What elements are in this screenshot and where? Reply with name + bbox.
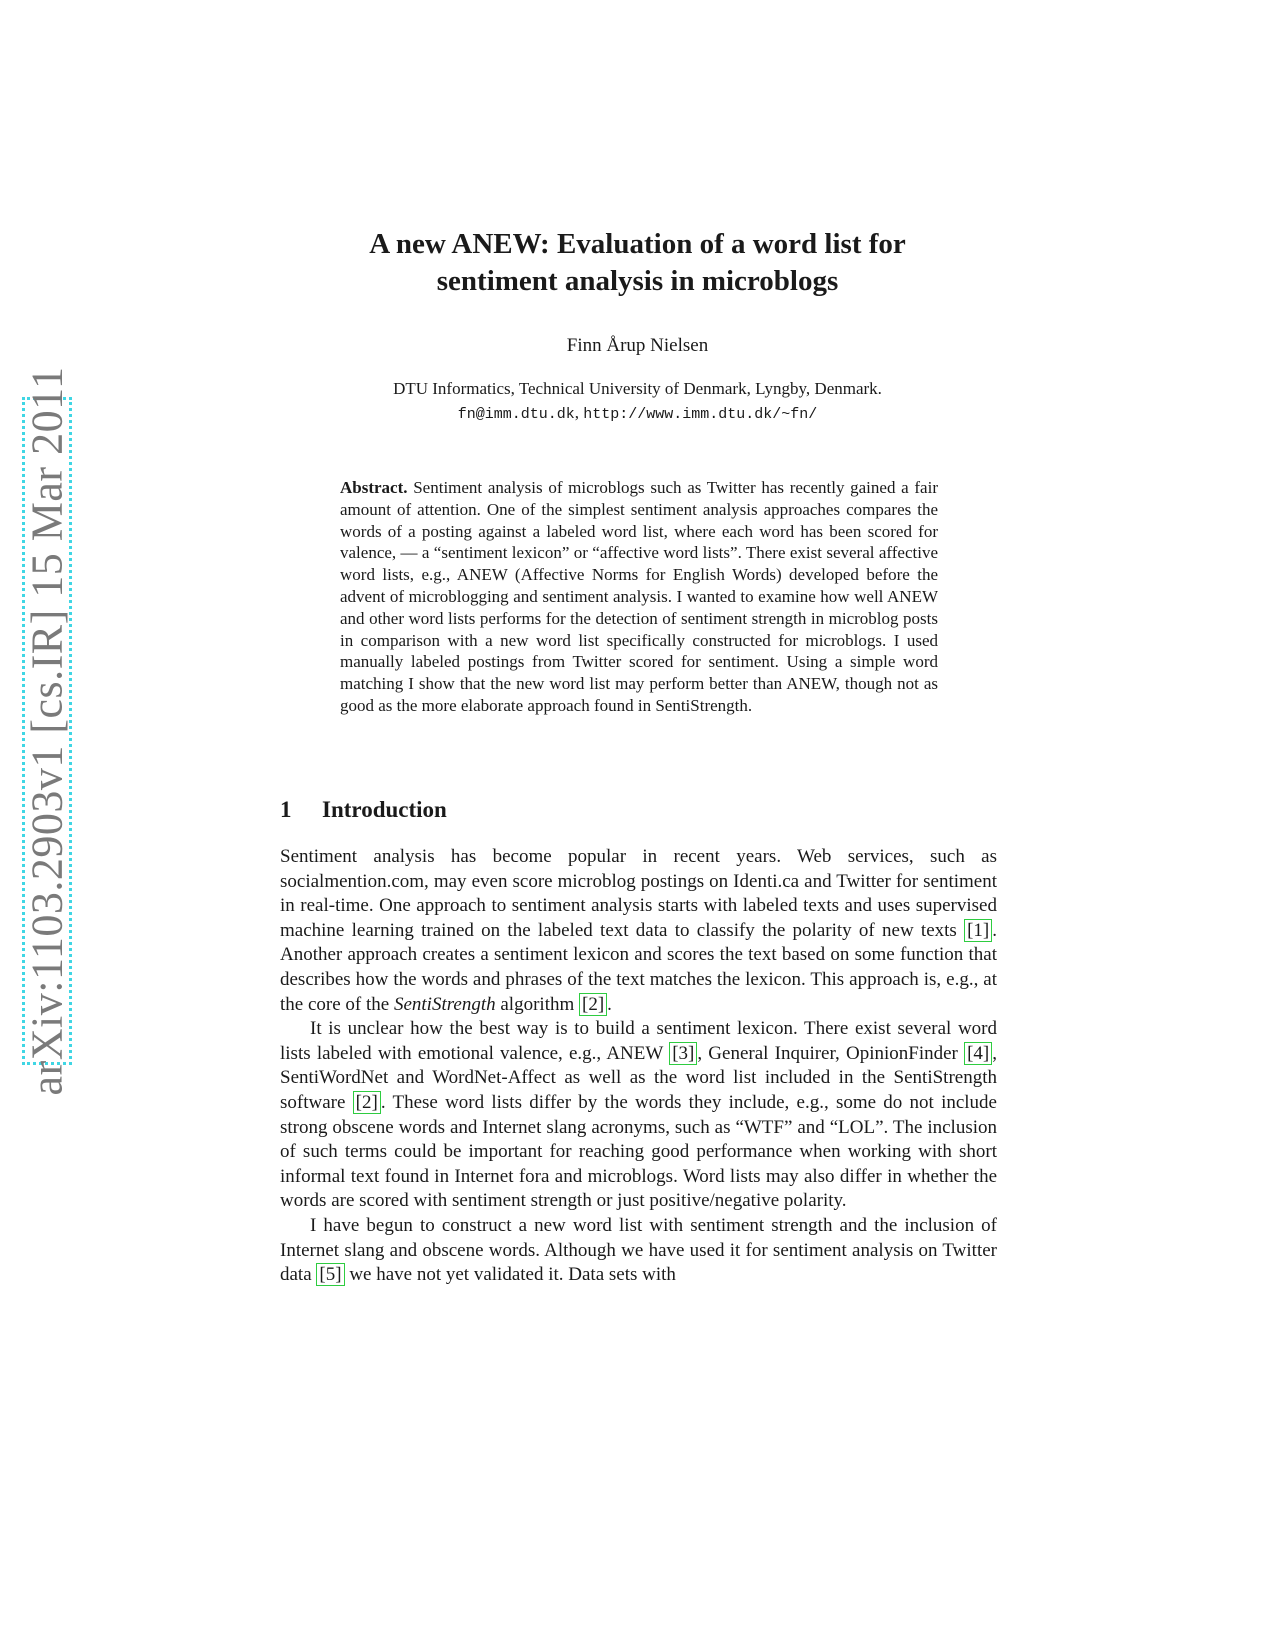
paragraph-3 bbox=[280, 1214, 997, 1288]
section-title: Introduction bbox=[322, 797, 447, 822]
author-name: Finn Årup Nielsen bbox=[566, 335, 709, 356]
citation-link-4[interactable]: [4] bbox=[964, 1042, 992, 1065]
paragraph-2-text-c: , SentiWordNet and WordNet-Affect as well as the word list included in the SentiStrength software bbox=[280, 1042, 997, 1113]
paragraph-3-text-b: we have not yet validated it. Data sets with bbox=[344, 1264, 676, 1286]
abstract bbox=[340, 477, 938, 717]
section-heading-introduction bbox=[280, 797, 447, 823]
citation-link-5[interactable]: [5] bbox=[316, 1263, 344, 1286]
paragraph-1 bbox=[280, 845, 997, 1017]
title-line-1: A new ANEW: Evaluation of a word list for bbox=[369, 228, 906, 260]
paragraph-1-text-b: . Another approach creates a sentiment lexicon and scores the text based on some function that describes how the words and phrases of the text matches the lexicon. This approach is, e.g., at the core of the bbox=[280, 919, 997, 1015]
paragraph-2 bbox=[280, 1017, 997, 1214]
paper-title bbox=[250, 226, 1025, 300]
introduction-body bbox=[280, 845, 997, 1288]
paragraph-3-text-a: I have begun to construct a new word list with sentiment strength and the inclusion of Internet slang and obscene words. Although we have used it for sentiment analysis on Twitter data bbox=[280, 1214, 997, 1286]
affiliation-institution: DTU Informatics, Technical University of Denmark, Lyngby, Denmark. bbox=[393, 379, 882, 398]
section-number: 1 bbox=[280, 797, 292, 822]
citation-link-2b[interactable]: [2] bbox=[353, 1091, 381, 1114]
sentistrength-term: SentiStrength bbox=[393, 993, 496, 1015]
paragraph-1-text-a: Sentiment analysis has become popular in recent years. Web services, such as socialmention.com, may even score microblog postings on Identi.ca and Twitter for sentiment in real-time. One approach to sentiment analysis starts with labeled texts and uses supervised machine learning trained on the labeled text data to classify the polarity of new texts bbox=[280, 846, 997, 941]
abstract-label: Abstract. bbox=[340, 478, 408, 497]
paragraph-2-text-d: . These word lists differ by the words they include, e.g., some do not include strong obscene words and Internet slang acronyms, such as “WTF” and “LOL”. The inclusion of such terms could be important for reaching good performance when working with short informal text found in Internet fora and microblogs. Word lists may also differ in whether the words are scored with sentiment strength or just positive/negative polarity. bbox=[280, 1091, 997, 1212]
paragraph-1-text-c: algorithm bbox=[495, 993, 580, 1015]
author-homepage-url[interactable]: http://www.imm.dtu.dk/~fn/ bbox=[583, 406, 818, 423]
citation-link-1[interactable]: [1] bbox=[964, 919, 992, 942]
abstract-text: Sentiment analysis of microblogs such as Twitter has recently gained a fair amount of attention. One of the simplest sentiment analysis approaches compares the words of a posting against a labeled word list, where each word has been scored for valence, — a “sentiment lexicon” or “affective word lists”. There exist several affective word lists, e.g., ANEW (Affective Norms for English Words) developed before the advent of microblogging and sentiment analysis. I wanted to examine how well ANEW and other word lists performs for the detection of sentiment strength in microblog posts in comparison with a new word list specifically constructed for microblogs. I used manually labeled postings from Twitter scored for sentiment. Using a simple word matching I show that the new word list may perform better than ANEW, though not as good as the more elaborate approach found in SentiStrength. bbox=[340, 478, 938, 715]
arxiv-identifier-stamp[interactable] bbox=[22, 366, 72, 1096]
arxiv-identifier-text: arXiv:1103.2903v1 [cs.IR] 15 Mar 2011 bbox=[22, 366, 72, 1096]
author-email[interactable]: fn@imm.dtu.dk bbox=[457, 406, 575, 423]
citation-link-3[interactable]: [3] bbox=[669, 1042, 697, 1065]
affiliation-block bbox=[250, 377, 1025, 427]
paragraph-1-text-d: . bbox=[607, 993, 612, 1015]
affiliation-separator: , bbox=[574, 403, 584, 422]
title-line-2: sentiment analysis in microblogs bbox=[436, 265, 839, 297]
paragraph-2-text-b: , General Inquirer, OpinionFinder bbox=[697, 1042, 965, 1064]
citation-link-2[interactable]: [2] bbox=[579, 993, 607, 1016]
paragraph-2-text-a: It is unclear how the best way is to build a sentiment lexicon. There exist several word lists labeled with emotional valence, e.g., ANEW bbox=[280, 1018, 997, 1064]
